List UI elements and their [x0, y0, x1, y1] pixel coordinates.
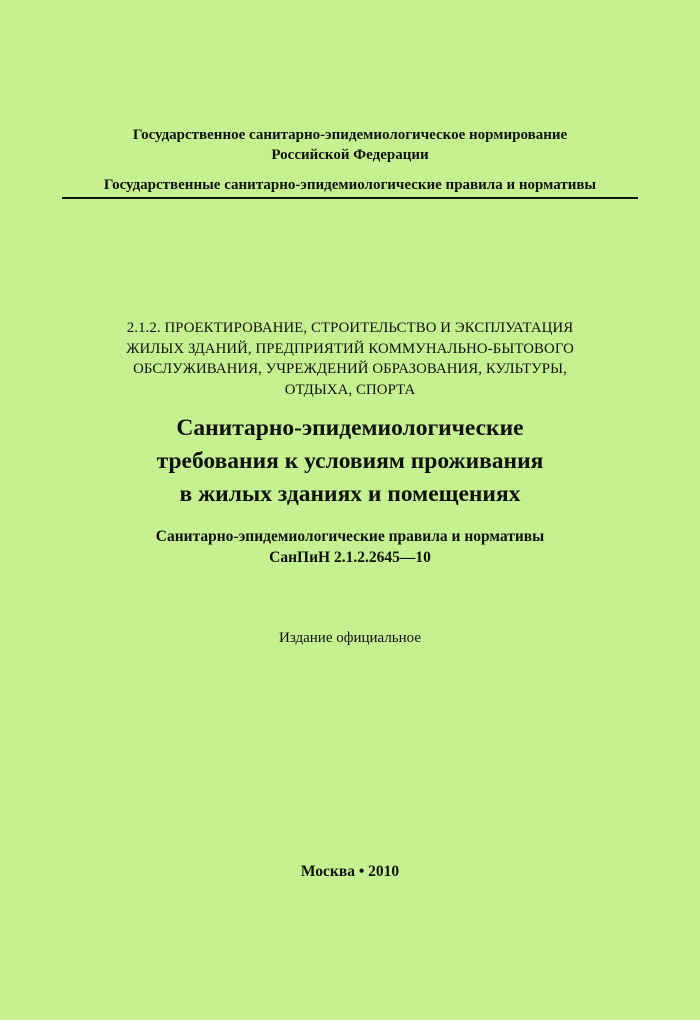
series-title	[60, 175, 640, 195]
title-line-2: требования к условиям проживания	[156, 448, 544, 474]
document-subtitle	[0, 526, 700, 568]
section-line-4: ОТДЫХА, СПОРТА	[284, 381, 416, 398]
section-line-1: 2.1.2. ПРОЕКТИРОВАНИЕ, СТРОИТЕЛЬСТВО И ЭКСПЛУАТАЦИЯ	[126, 320, 574, 336]
subtitle-line-2: СанПиН 2.1.2.2645—10	[269, 549, 431, 566]
title-line-1: Санитарно-эпидемиологические	[176, 415, 524, 441]
series-label: Государственные санитарно-эпидемиологические правила и нормативы	[103, 177, 597, 193]
section-heading	[0, 318, 700, 400]
subtitle-line-1: Санитарно-эпидемиологические правила и нормативы	[155, 528, 545, 545]
series-underline	[62, 197, 638, 199]
authority-line-2: Российской Федерации	[271, 147, 429, 163]
document-title	[0, 412, 700, 511]
section-line-2: ЖИЛЫХ ЗДАНИЙ, ПРЕДПРИЯТИЙ КОММУНАЛЬНО-БЫТОВОГО	[126, 340, 574, 357]
section-line-3: ОБСЛУЖИВАНИЯ, УЧРЕЖДЕНИЙ ОБРАЗОВАНИЯ, КУЛЬТУРЫ,	[133, 361, 567, 377]
publication-place-year: Москва • 2010	[300, 863, 400, 880]
authority-line-1: Государственное санитарно-эпидемиологическое нормирование	[132, 127, 568, 143]
title-line-3: в жилых зданиях и помещениях	[179, 481, 521, 507]
edition-label: Издание официальное	[278, 630, 422, 646]
issuing-authority	[0, 125, 700, 165]
